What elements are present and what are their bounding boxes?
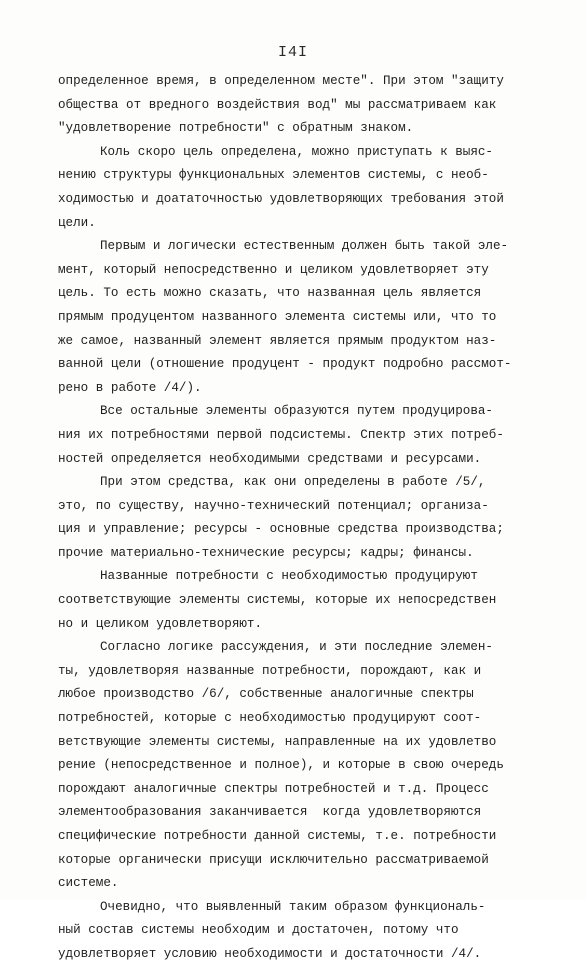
text-line: любое производство /6/, собственные аналогичные спектры — [58, 687, 474, 702]
text-line: ный состав системы необходим и достаточен, потому что — [58, 923, 459, 938]
text-line: ностей определяется необходимыми средствами и ресурсами. — [58, 451, 482, 466]
text-line: Очевидно, что выявленный таким образом функциональ- — [100, 899, 486, 914]
text-line: Названные потребности с необходимостью продуцируют — [100, 569, 478, 584]
page-number: I4I — [277, 44, 308, 61]
text-line: цель. То есть можно сказать, что названная цель является — [58, 286, 482, 301]
text-line: Коль скоро цель определена, можно приступать к выяс- — [100, 144, 493, 159]
text-line: прочие материально-технические ресурсы; кадры; финансы. — [58, 545, 474, 560]
text-line: ванной цели (отношение продуцент - продукт подробно рассмот- — [58, 357, 512, 372]
text-line: мент, который непосредственно и целиком удовлетворяет эту — [58, 262, 489, 277]
text-line: порождают аналогичные спектры потребностей и т.д. Процесс — [58, 781, 489, 796]
text-line: соответствующие элементы системы, которые их непосредствен — [58, 593, 497, 608]
text-line: специфические потребности данной системы, т.е. потребности — [58, 829, 497, 843]
text-line: ния их потребностями первой подсистемы. Спектр этих потреб- — [58, 427, 504, 442]
text-line: ты, удовлетворяя названные потребности, порождают, как и — [58, 663, 482, 678]
text-line: рено в работе /4/). — [58, 380, 202, 395]
text-line: элементообразования заканчивается когда удовлетворяются — [58, 805, 482, 820]
text-line: потребностей, которые с необходимостью продуцируют соот- — [58, 711, 482, 726]
text-line: же самое, названный элемент является прямым продуктом наз- — [58, 333, 497, 348]
text-line: системе. — [58, 876, 119, 891]
text-line: ция и управление; ресурсы - основные средства производства; — [58, 522, 504, 537]
text-line: нению структуры функциональных элементов системы, с необ- — [58, 168, 489, 183]
text-line: общества от вредного воздействия вод" мы рассматриваем как — [58, 97, 497, 112]
text-line: это, по существу, научно-технический потенциал; организа- — [58, 498, 489, 513]
text-line: удовлетворяет условию необходимости и достаточности /4/. — [58, 946, 482, 961]
text-line: рение (непосредственное и полное), и которые в свою очередь — [58, 758, 504, 773]
text-line: цели. — [58, 215, 96, 230]
text-line: которые органически присущи исключительно рассматриваемой — [58, 852, 489, 867]
text-line: ветствующие элементы системы, направленные на их удовлетво — [58, 734, 497, 749]
text-line: но и целиком удовлетворяют. — [58, 616, 263, 631]
text-line: "удовлетворение потребности" с обратным знаком. — [58, 121, 414, 136]
text-line: Все остальные элементы образуются путем продуцирова- — [100, 404, 493, 419]
text-line: При этом средства, как они определены в работе /5/, — [100, 475, 486, 490]
text-line: Первым и логически естественным должен быть такой эле- — [100, 239, 509, 254]
text-line: прямым продуцентом названного элемента системы или, что то — [58, 309, 497, 324]
body-text — [58, 70, 528, 967]
text-line: Согласно логике рассуждения, и эти последние элемен- — [100, 640, 493, 655]
text-line: определенное время, в определенном месте". При этом "защиту — [58, 74, 504, 88]
text-line: ходимостью и доататочностью удовлетворяющих требования этой — [58, 191, 504, 206]
